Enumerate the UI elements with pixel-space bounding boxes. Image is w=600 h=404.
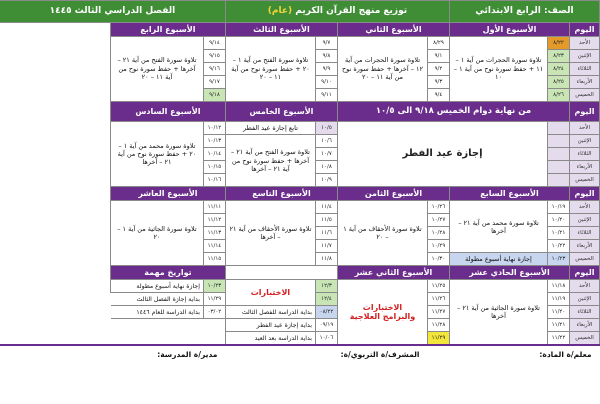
day-thu: الخميس [570,253,600,266]
note-label: بداية إجازة عيد الفطر [225,319,315,332]
supervisor-label: المشرف/ة التربوي/ة: [225,345,427,371]
date-cell: ٩/٧ [315,37,337,50]
date-cell: ٩/٤ [427,89,449,102]
imp-date: ١١/٢٩ [203,293,225,306]
eid-notice: من نهاية دوام الخميس ٩/١٨ الى ١٠/٥ [337,102,569,122]
date-cell: ٩/١٥ [203,50,225,63]
date-cell: ١٠/١٥ [203,161,225,174]
page-title [225,1,449,23]
title-main: توزيع منهج القرآن الكريم [295,6,408,17]
day-mon: الإثنين [570,293,600,306]
week3-title: الأسبوع الثالث [225,23,337,37]
day-tue: الثلاثاء [570,148,600,161]
week9-content: تلاوة سورة الأحقاف من آية ٢١ – آخرها [225,201,315,266]
eid-date-blank [548,148,570,161]
week12-line1: الاختبارات [362,303,403,312]
day-mon: الإثنين [570,50,600,63]
date-cell: ١٠/٨ [315,161,337,174]
day-sun: الأحد [570,280,600,293]
note-date: ٠٩/١٩ [315,319,337,332]
day-wed: الأربعاء [570,161,600,174]
eid-date-blank [548,122,570,135]
date-cell: ١١/٢٩ [427,332,449,345]
term-label: الفصل الدراسي الثالث ١٤٤٥ [0,1,225,23]
date-cell: ١١/٧ [315,240,337,253]
date-cell: ٩/١ [427,50,449,63]
date-cell: ٩/١٧ [203,76,225,89]
spacer [0,23,110,37]
date-cell: ١٠/٧ [315,148,337,161]
blank [0,266,110,280]
imp-label: بداية إجازة الفصل الثالث [110,293,203,306]
date-cell: ١٠/٢٨ [427,227,449,240]
blank [110,332,225,345]
grade-label: الصف: الرابع الابتدائي [449,1,599,23]
week9-title: الأسبوع التاسع [225,187,337,201]
week5-content: تلاوة سورة الفتح من آية ٢١ – آخرها + حفظ سورة نوح من آية ٢١ – آخرها [225,135,315,187]
day-header: اليوم [570,23,600,37]
blank [0,37,110,102]
week11-content: تلاوة سورة الجاثية من آية ٢١ – آخرها [449,280,547,345]
blank [225,266,337,280]
date-cell: ١٠/٢١ [548,227,570,240]
week5-title: الأسبوع الخامس [225,102,337,122]
week12-content [337,280,427,345]
date-cell: ١٠/١٦ [203,174,225,187]
date-cell: ١٠/٢٠ [548,214,570,227]
exams-label: الاختبارات [225,280,315,306]
day-sun: الأحد [570,122,600,135]
imp-label: بداية الدراسة للعام ١٤٤٦ [110,306,203,319]
date-cell: ١١/٢١ [548,319,570,332]
note-label: بداية الدراسة للفصل الثالث [225,306,315,319]
eid-date-blank [548,135,570,148]
note-label: بداية الدراسة بعد العيد [225,332,315,345]
date-cell: ٩/١٤ [203,37,225,50]
week3-content: تلاوة سورة الفتح من آية ١ – ٢٠ + حفظ سورة نوح من آية ١١ – ٢٠ [225,37,315,102]
date-cell: ١١/١٩ [548,293,570,306]
blank [0,201,110,266]
date-cell: ١٠/١٣ [203,135,225,148]
note-date: ١٠/٠٦ [315,332,337,345]
date-cell: ١١/١٣ [203,227,225,240]
week1-title: الأسبوع الأول [449,23,569,37]
day-thu: الخميس [570,89,600,102]
date-cell: ٩/١٨ [203,89,225,102]
week7-title: الأسبوع السابع [449,187,569,201]
blank [0,102,110,122]
date-cell: ١٠/٩ [315,174,337,187]
date-cell: ١٠/٦ [315,135,337,148]
blank [0,122,110,187]
date-cell: ١١/١١ [203,201,225,214]
date-cell: ٨/٢٣ [548,50,570,63]
date-cell: ١١/٦ [315,227,337,240]
day-header: اليوم [570,187,600,201]
date-cell: ١٠/١٢ [203,122,225,135]
date-cell: ١١/١٥ [203,253,225,266]
date-cell: ١٢/٤ [315,293,337,306]
week10-title: الأسبوع العاشر [110,187,225,201]
week4-title: الأسبوع الرابع [110,23,225,37]
eid-date-blank [548,161,570,174]
date-cell: ١١/٤ [315,201,337,214]
date-cell: ١٠/٢٢ [548,240,570,253]
week7-note: إجازة نهاية أسبوع مطولة [449,253,547,266]
date-cell: ١٠/٢٩ [427,240,449,253]
date-cell: ١١/٨ [315,253,337,266]
day-wed: الأربعاء [570,319,600,332]
week7-content: تلاوة سورة محمد من آية ٢١ – آخرها [449,201,547,253]
day-wed: الأربعاء [570,240,600,253]
date-cell: ٩/٢ [427,63,449,76]
imp-date: ١٠/٢٣ [203,280,225,293]
principal-label: مدير/ة المدرسة: [0,345,225,371]
date-cell: ١١/١٨ [548,280,570,293]
date-cell: ١١/١٤ [203,240,225,253]
blank [0,187,110,201]
day-thu: الخميس [570,332,600,345]
date-cell: ١١/٢٥ [427,280,449,293]
date-cell: ٩/١١ [315,89,337,102]
day-header: اليوم [570,266,600,280]
day-tue: الثلاثاء [570,227,600,240]
week2-title: الأسبوع الثاني [337,23,449,37]
teacher-label: معلم/ة المادة: [427,345,599,371]
date-cell: ٨/٢٢ [548,37,570,50]
date-cell: ١٠/٢٧ [427,214,449,227]
date-cell: ٩/٨ [315,50,337,63]
title-accent: (عام) [267,6,293,17]
imp-date: ٠٣/٠٢ [203,306,225,319]
week8-title: الأسبوع الثامن [337,187,449,201]
day-tue: الثلاثاء [570,63,600,76]
date-cell: ٩/٣ [427,76,449,89]
day-thu: الخميس [570,174,600,187]
date-cell: ١٠/٥ [315,122,337,135]
date-cell: ٨/٢٦ [548,89,570,102]
week6-content: تلاوة سورة محمد من آية ١ – ٢٠ + حفظ سورة نوح من آية ٢١ – آخرها [110,122,203,187]
date-cell: ٨/٢٤ [548,63,570,76]
important-dates-title: تواريخ مهمة [110,266,225,280]
week6-title: الأسبوع السادس [110,102,225,122]
date-cell: ١١/٢٦ [427,293,449,306]
week8-content: تلاوة سورة الأحقاف من آية ١ – ٢٠ [337,201,427,266]
date-cell: ١١/٢٢ [548,332,570,345]
date-cell: ١٢/٣ [315,280,337,293]
date-cell: ١١/٢٨ [427,319,449,332]
date-cell: ١٠/١٩ [548,201,570,214]
week12-line2: والبرامج العلاجية [349,312,416,322]
week11-title: الأسبوع الحادي عشر [449,266,569,280]
day-sun: الأحد [570,37,600,50]
date-cell: ٩/١٦ [203,63,225,76]
day-tue: الثلاثاء [570,306,600,319]
day-mon: الإثنين [570,135,600,148]
date-cell: ١٠/٣٠ [427,253,449,266]
week12-title: الأسبوع الثاني عشر [337,266,449,280]
day-header: اليوم [570,102,600,122]
week10-content: تلاوة سورة الجاثية من آية ١ – ٢٠ [110,201,203,266]
day-mon: الإثنين [570,214,600,227]
note-date: ٠٨/٢٢ [315,306,337,319]
week5-note: تابع إجازة عيد الفطر [225,122,315,135]
date-cell: ٩/٩ [315,63,337,76]
date-cell: ١١/٢٠ [548,306,570,319]
day-wed: الأربعاء [570,76,600,89]
date-cell: ١١/٥ [315,214,337,227]
blank [0,280,110,345]
date-cell: ١١/١٢ [203,214,225,227]
date-cell: ١٠/٢٦ [427,201,449,214]
blank [110,319,225,332]
date-cell: ١١/٢٧ [427,306,449,319]
eid-date-blank [548,174,570,187]
date-cell: ١٠/٢٣ [548,253,570,266]
week4-content: تلاوة سورة الفتح من آية ٢١ – آخرها + حفظ سورة نوح من آية ١١ – ٢٠ [110,37,203,102]
date-cell: ٨/٢٥ [548,76,570,89]
date-cell: ١٠/١٤ [203,148,225,161]
day-sun: الأحد [570,201,600,214]
week1-content: تلاوة سورة الحجرات من آية ١ – ١١ + حفظ سورة نوح من آية ١ – ١٠ [449,37,547,102]
eid-holiday: إجازة عيد الفطر [337,122,547,187]
date-cell: ٨/٢٩ [427,37,449,50]
imp-label: إجازة نهاية أسبوع مطولة [110,280,203,293]
week2-content: تلاوة سورة الحجرات من آية ١٢ – آخرها + حفظ سورة نوح من آية ١١ – ٢٠ [337,37,427,102]
date-cell: ٩/١٠ [315,76,337,89]
